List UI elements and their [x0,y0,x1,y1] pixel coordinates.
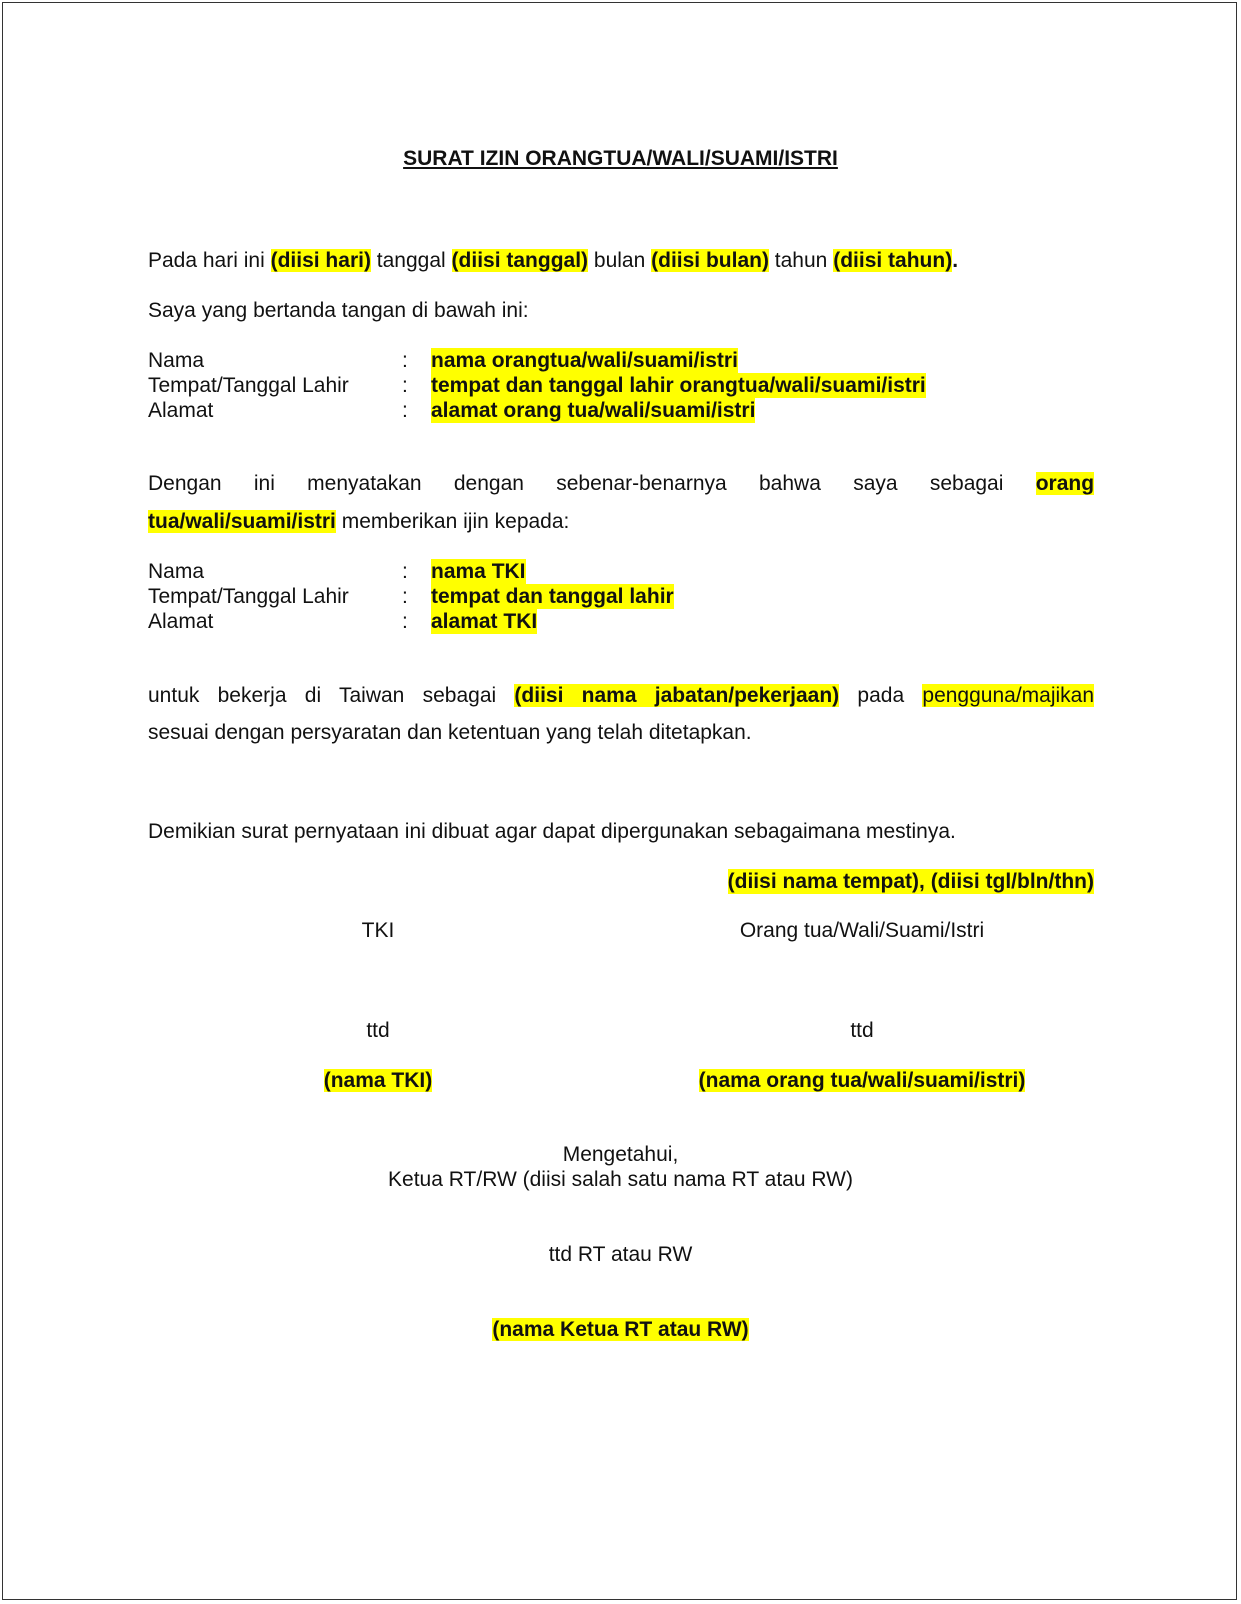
word: saya [853,472,898,495]
word: bekerja [217,684,287,707]
colon: : [402,585,408,608]
worker-name-value: nama TKI [431,560,526,583]
document-page [2,2,1237,1600]
colon: : [402,374,408,397]
tahun-field: (diisi tahun) [833,249,953,272]
worker-birth-value: tempat dan tanggal lahir [431,585,674,608]
hari-field: (diisi hari) [270,249,371,272]
signer-name-label: Nama [148,349,205,372]
guardian-role: Orang tua/Wali/Suami/Istri [739,919,985,942]
word: bahwa [759,472,821,495]
tanggal-field: (diisi tanggal) [451,249,589,272]
tki-name [278,1068,478,1093]
intro-text: tahun [774,249,828,272]
worker-address-label: Alamat [148,610,214,633]
colon: : [402,399,408,422]
tki-role: TKI [361,919,395,942]
rt-name [0,1317,1241,1342]
document-title: SURAT IZIN ORANGTUA/WALI/SUAMI/ISTRI [403,147,838,170]
word: menyatakan [307,472,422,495]
colon: : [402,349,408,372]
rt-known: Mengetahui, [562,1143,679,1166]
work-line-2: sesuai dengan persyaratan dan ketentuan yang telah ditetapkan. [148,721,752,744]
worker-birth-label: Tempat/Tanggal Lahir [148,585,349,608]
jabatan-field: (diisi nama jabatan/pekerjaan) [514,684,840,707]
guardian-name [612,1068,1112,1093]
intro-text: Pada hari ini [148,249,265,272]
signer-intro: Saya yang bertanda tangan di bawah ini: [148,299,529,322]
word: pada [857,684,905,707]
guardian-signature: ttd [850,1019,874,1042]
word: Dengan [148,472,222,495]
intro-text: bulan [593,249,646,272]
worker-address-value: alamat TKI [431,610,538,633]
work-line-1 [148,683,1094,708]
signer-birth-value: tempat dan tanggal lahir orangtua/wali/suami/istri [431,374,926,397]
word: sebagai [929,472,1004,495]
intro-text: tanggal [376,249,446,272]
signer-name-value: nama orangtua/wali/suami/istri [431,349,738,372]
worker-name-label: Nama [148,560,205,583]
word: untuk [148,684,200,707]
closing-statement: Demikian surat pernyataan ini dibuat agar dapat dipergunakan sebagaimana mestinya. [148,820,956,843]
signer-birth-label: Tempat/Tanggal Lahir [148,374,349,397]
bulan-field: (diisi bulan) [651,249,769,272]
rt-name-field: (nama Ketua RT atau RW) [492,1318,749,1341]
role-field: orang [1035,472,1095,495]
statement-text: memberikan ijin kepada: [341,510,570,533]
intro-period: . [952,249,959,272]
role-field: tua/wali/suami/istri [148,510,336,533]
tki-name-field: (nama TKI) [323,1069,433,1092]
colon: : [402,560,408,583]
place-date-field: (diisi nama tempat), (diisi tgl/bln/thn) [727,870,1094,893]
guardian-name-field: (nama orang tua/wali/suami/istri) [698,1069,1026,1092]
word: Taiwan [338,684,405,707]
rt-signature: ttd RT atau RW [548,1243,693,1266]
majikan-field: pengguna/majikan [922,684,1095,707]
signer-address-label: Alamat [148,399,214,422]
statement-line-1 [148,471,1094,496]
rt-role: Ketua RT/RW (diisi salah satu nama RT atau RW) [388,1168,853,1191]
intro-line [148,248,958,273]
word: di [304,684,322,707]
word: ini [253,472,275,495]
statement-line-2 [148,509,569,534]
signer-address-value: alamat orang tua/wali/suami/istri [431,399,756,422]
word: sebenar-benarnya [556,472,727,495]
colon: : [402,610,408,633]
word: sebagai [422,684,497,707]
word: dengan [453,472,524,495]
tki-signature: ttd [366,1019,390,1042]
